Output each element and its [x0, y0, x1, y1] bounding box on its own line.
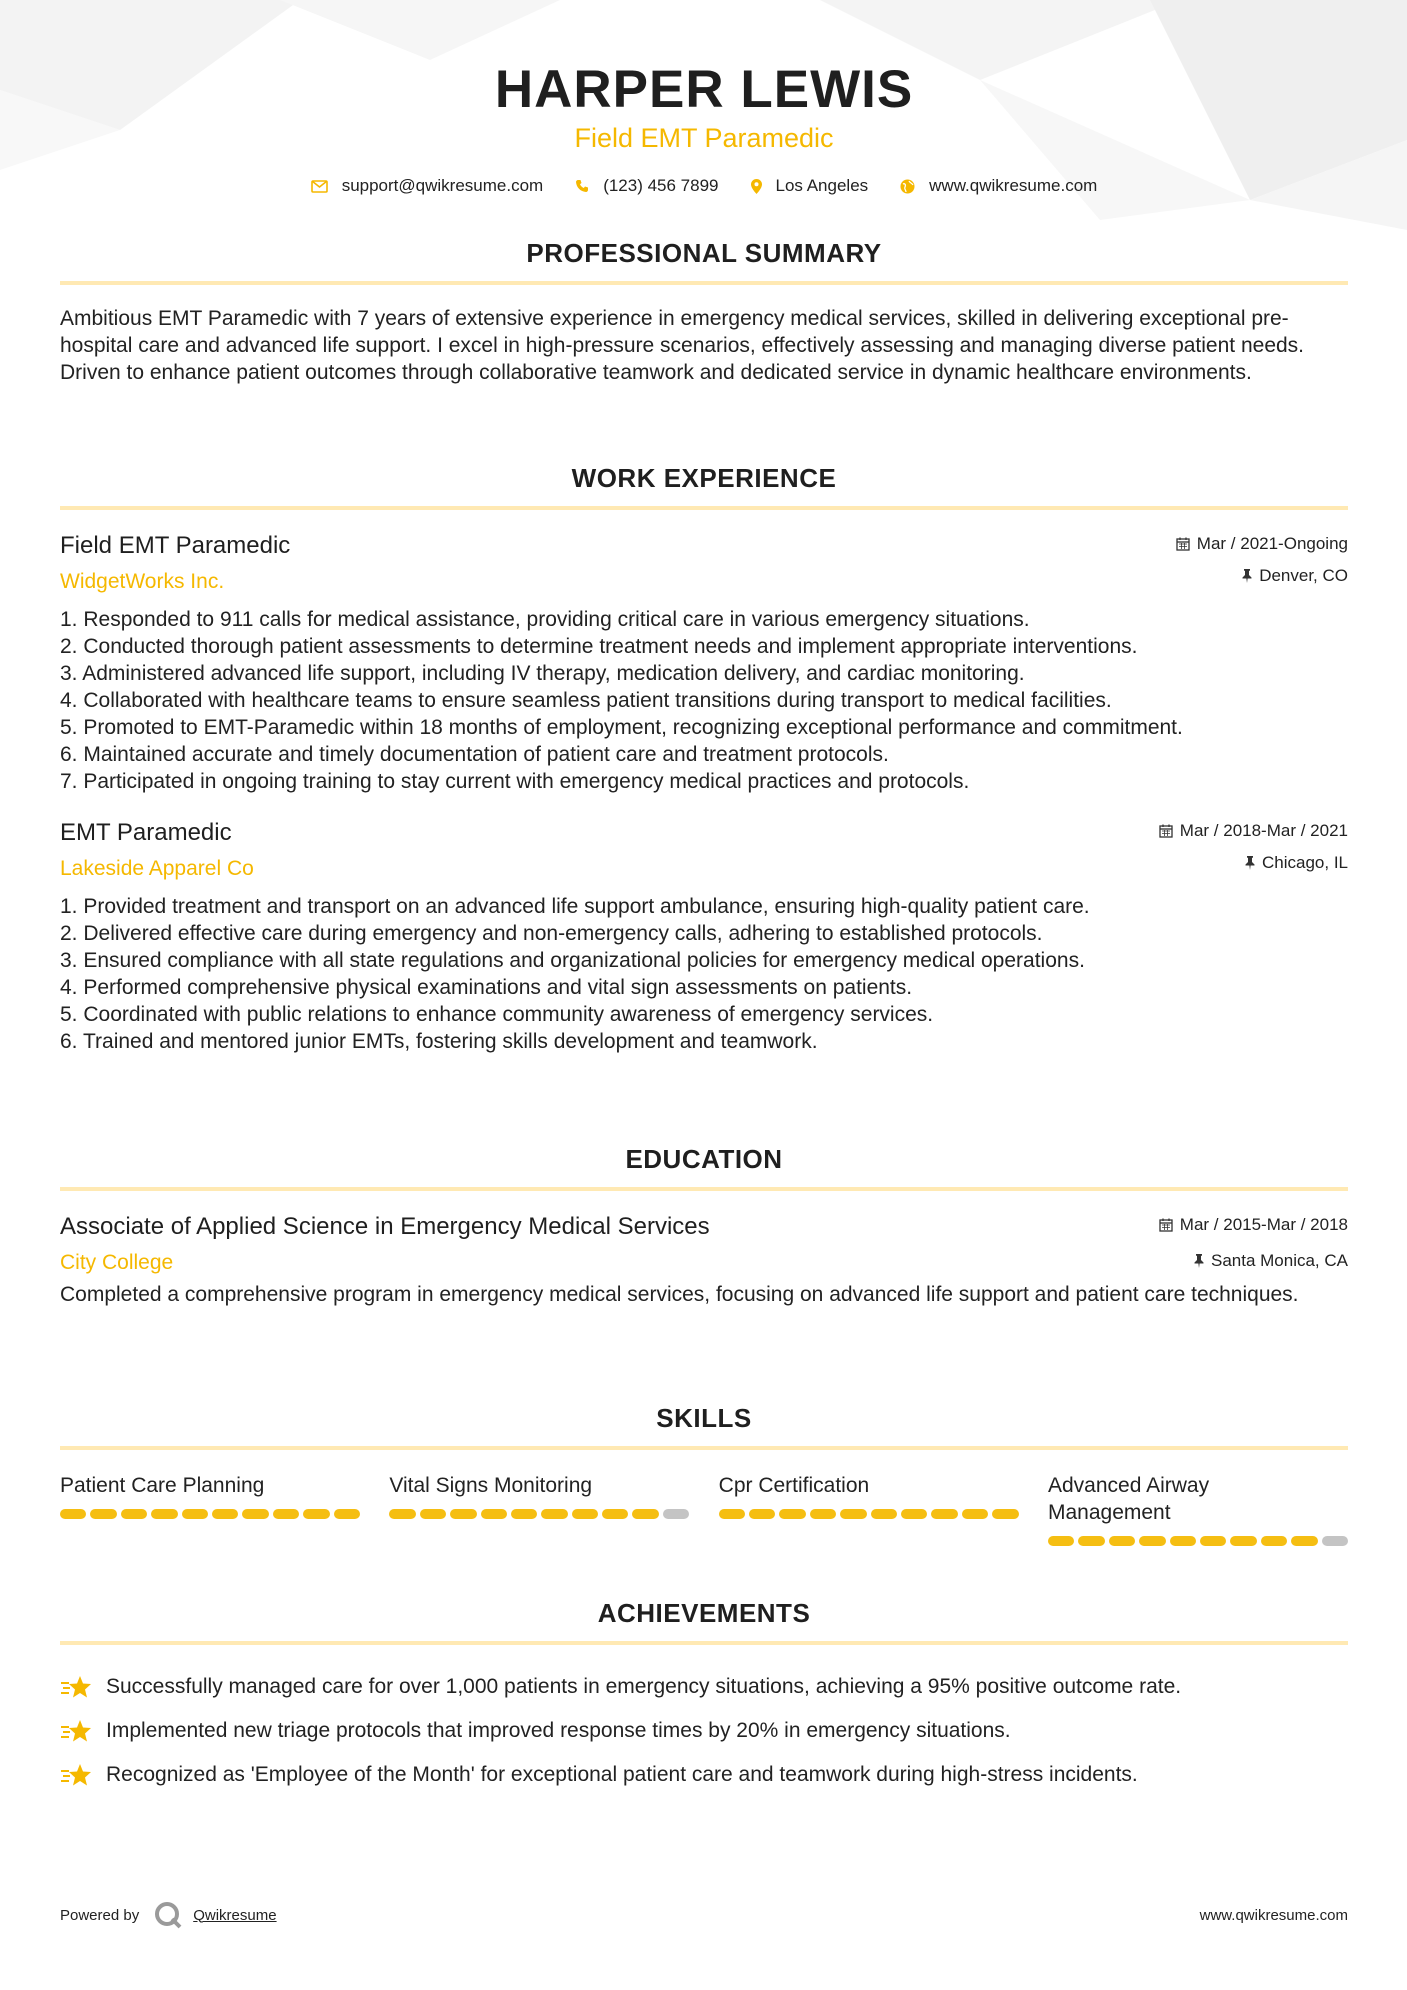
list-item — [60, 1665, 1348, 1709]
section-divider — [60, 1446, 1348, 1450]
contact-email[interactable] — [311, 176, 544, 196]
skill-segment-filled — [931, 1509, 957, 1519]
skill-segment-filled — [871, 1509, 897, 1519]
brand-link[interactable]: Qwikresume — [193, 1906, 277, 1924]
job-company: Lakeside Apparel Co — [60, 857, 254, 880]
list-item: 2. Conducted thorough patient assessments to determine treatment needs and implement appropriate interventions. — [60, 635, 1138, 658]
skill-segment-filled — [1109, 1536, 1135, 1546]
education-location: Santa Monica, CA — [1210, 1251, 1348, 1270]
skill-segment-filled — [992, 1509, 1018, 1519]
skill-segment-filled — [511, 1509, 537, 1519]
skill-segment-filled — [541, 1509, 567, 1519]
skill-item — [60, 1472, 360, 1546]
skill-name: Patient Care Planning — [60, 1474, 265, 1497]
skill-segment-filled — [450, 1509, 476, 1519]
list-item: 5. Promoted to EMT-Paramedic within 18 months of employment, recognizing exceptional performance and commitment. — [60, 716, 1183, 739]
email-text: support@qwikresume.com — [341, 176, 544, 195]
job-location: Denver, CO — [1259, 566, 1348, 585]
job-bullets — [60, 606, 1348, 795]
skill-segment-filled — [273, 1509, 299, 1519]
skill-segment-filled — [1048, 1536, 1074, 1546]
achievement-text: Successfully managed care for over 1,000 patients in emergency situations, achieving a 95% positive outcome rate. — [106, 1675, 1182, 1698]
skill-segment-filled — [90, 1509, 116, 1519]
skill-segment-filled — [151, 1509, 177, 1519]
list-item: 1. Responded to 911 calls for medical assistance, providing critical care in various emergency situations. — [60, 608, 1030, 631]
phone-text: (123) 456 7899 — [603, 176, 719, 195]
skill-item — [1048, 1472, 1348, 1546]
education-description: Completed a comprehensive program in emergency medical services, focusing on advanced life support and patient care techniques. — [60, 1283, 1299, 1306]
list-item: 4. Collaborated with healthcare teams to ensure seamless patient transitions during transport to medical facilities. — [60, 689, 1112, 712]
pushpin-icon — [1194, 1254, 1204, 1268]
skill-item — [719, 1472, 1019, 1546]
skill-segment-filled — [420, 1509, 446, 1519]
list-item: 2. Delivered effective care during emergency and non-emergency calls, adhering to established protocols. — [60, 922, 1043, 945]
contact-bar — [60, 176, 1348, 196]
skill-segment-filled — [1200, 1536, 1226, 1546]
job-entry — [60, 819, 1348, 1055]
skill-segment-filled — [572, 1509, 598, 1519]
map-pin-icon — [751, 179, 762, 194]
school-name: City College — [60, 1251, 174, 1274]
job-bullets — [60, 893, 1348, 1055]
skill-segment-filled — [810, 1509, 836, 1519]
list-item: 6. Trained and mentored junior EMTs, fostering skills development and teamwork. — [60, 1030, 818, 1053]
skill-item — [389, 1472, 689, 1546]
skill-segment-empty — [663, 1509, 689, 1519]
skill-segment-filled — [481, 1509, 507, 1519]
education-heading: EDUCATION — [625, 1144, 783, 1174]
star-icon — [60, 1675, 92, 1699]
achievements-heading: ACHIEVEMENTS — [597, 1598, 811, 1628]
summary-section — [60, 238, 1348, 386]
job-dates: Mar / 2018-Mar / 2021 — [1179, 821, 1348, 840]
skill-segment-filled — [749, 1509, 775, 1519]
skill-segment-filled — [840, 1509, 866, 1519]
star-icon — [60, 1719, 92, 1743]
star-icon — [60, 1763, 92, 1787]
education-entry — [60, 1213, 1348, 1308]
footer-website[interactable]: www.qwikresume.com — [1199, 1906, 1348, 1924]
list-item: 7. Participated in ongoing training to stay current with emergency medical practices and protocols. — [60, 770, 970, 793]
skill-level-bar — [719, 1509, 1019, 1519]
job-title: Field EMT Paramedic — [60, 532, 291, 559]
pushpin-icon — [1245, 856, 1255, 870]
contact-location — [751, 176, 869, 196]
phone-icon — [575, 179, 589, 193]
calendar-icon — [1159, 1218, 1173, 1232]
list-item: 4. Performed comprehensive physical examinations and vital sign assessments on patients. — [60, 976, 913, 999]
skill-segment-filled — [719, 1509, 745, 1519]
skill-name: Advanced Airway Management — [1047, 1474, 1210, 1524]
skill-name: Vital Signs Monitoring — [389, 1474, 593, 1497]
resume-header — [60, 0, 1348, 196]
skill-segment-filled — [1261, 1536, 1287, 1546]
section-divider — [60, 1641, 1348, 1645]
skill-segment-filled — [901, 1509, 927, 1519]
skill-segment-filled — [1139, 1536, 1165, 1546]
achievement-text: Implemented new triage protocols that improved response times by 20% in emergency situations. — [106, 1719, 1011, 1742]
skill-segment-filled — [602, 1509, 628, 1519]
summary-text: Ambitious EMT Paramedic with 7 years of extensive experience in emergency medical services, skilled in delivering exceptional pre-hospital care and advanced life support. I excel in high-pressure scenarios, effectively assessing and managing diverse patient needs. Driven to enhance patient outcomes through collaborative teamwork and dedicated service in dynamic healthcare environments. — [60, 307, 1305, 384]
list-item: 3. Ensured compliance with all state regulations and organizational policies for emergency medical operations. — [60, 949, 1085, 972]
calendar-icon — [1159, 824, 1173, 838]
skill-segment-filled — [60, 1509, 86, 1519]
skill-segment-filled — [1291, 1536, 1317, 1546]
skill-segment-filled — [779, 1509, 805, 1519]
skill-segment-empty — [1322, 1536, 1348, 1546]
section-divider — [60, 1187, 1348, 1191]
job-dates: Mar / 2021-Ongoing — [1196, 534, 1348, 553]
skill-segment-filled — [303, 1509, 329, 1519]
page-footer — [60, 1900, 1348, 1930]
summary-heading: PROFESSIONAL SUMMARY — [526, 238, 882, 268]
list-item — [60, 1753, 1348, 1797]
candidate-title: Field EMT Paramedic — [574, 123, 834, 153]
contact-phone[interactable] — [575, 176, 718, 196]
job-title: EMT Paramedic — [60, 819, 232, 846]
resume-page — [60, 0, 1348, 1924]
skill-segment-filled — [632, 1509, 658, 1519]
section-divider — [60, 281, 1348, 285]
job-entry — [60, 532, 1348, 795]
achievements-list — [60, 1665, 1348, 1797]
candidate-name: HARPER LEWIS — [494, 60, 914, 119]
location-text: Los Angeles — [775, 176, 869, 195]
qwikresume-logo-icon — [153, 1900, 183, 1930]
skill-segment-filled — [121, 1509, 147, 1519]
work-heading: WORK EXPERIENCE — [571, 463, 837, 493]
list-item: 1. Provided treatment and transport on an advanced life support ambulance, ensuring high-quality patient care. — [60, 895, 1090, 918]
skill-segment-filled — [242, 1509, 268, 1519]
skills-heading: SKILLS — [656, 1403, 752, 1433]
calendar-icon — [1176, 537, 1190, 551]
skill-level-bar — [60, 1509, 360, 1519]
job-company: WidgetWorks Inc. — [60, 570, 225, 593]
work-experience-section — [60, 463, 1348, 1055]
skill-segment-filled — [389, 1509, 415, 1519]
education-dates: Mar / 2015-Mar / 2018 — [1179, 1215, 1348, 1234]
powered-by-label: Powered by — [60, 1906, 140, 1924]
skill-level-bar — [1048, 1536, 1348, 1546]
skill-segment-filled — [1230, 1536, 1256, 1546]
envelope-icon — [311, 180, 328, 193]
achievement-text: Recognized as 'Employee of the Month' for exceptional patient care and teamwork during high-stress incidents. — [106, 1763, 1138, 1786]
job-location: Chicago, IL — [1262, 853, 1348, 872]
section-divider — [60, 506, 1348, 510]
education-section — [60, 1144, 1348, 1308]
globe-icon — [900, 179, 915, 194]
list-item: 6. Maintained accurate and timely documentation of patient care and treatment protocols. — [60, 743, 889, 766]
list-item: 3. Administered advanced life support, including IV therapy, medication delivery, and cardiac monitoring. — [60, 662, 1025, 685]
skill-segment-filled — [1170, 1536, 1196, 1546]
pushpin-icon — [1242, 569, 1252, 583]
list-item: 5. Coordinated with public relations to enhance community awareness of emergency services. — [60, 1003, 934, 1026]
skill-segment-filled — [182, 1509, 208, 1519]
website-text: www.qwikresume.com — [929, 176, 1098, 195]
achievements-section — [60, 1598, 1348, 1797]
skill-segment-filled — [1078, 1536, 1104, 1546]
skills-grid — [60, 1472, 1348, 1546]
skill-name: Cpr Certification — [718, 1474, 870, 1497]
skill-segment-filled — [334, 1509, 360, 1519]
list-item — [60, 1709, 1348, 1753]
skill-segment-filled — [212, 1509, 238, 1519]
degree-title: Associate of Applied Science in Emergency Medical Services — [60, 1213, 710, 1240]
skill-level-bar — [389, 1509, 689, 1519]
skills-section — [60, 1403, 1348, 1546]
contact-website[interactable] — [900, 176, 1097, 196]
skill-segment-filled — [962, 1509, 988, 1519]
